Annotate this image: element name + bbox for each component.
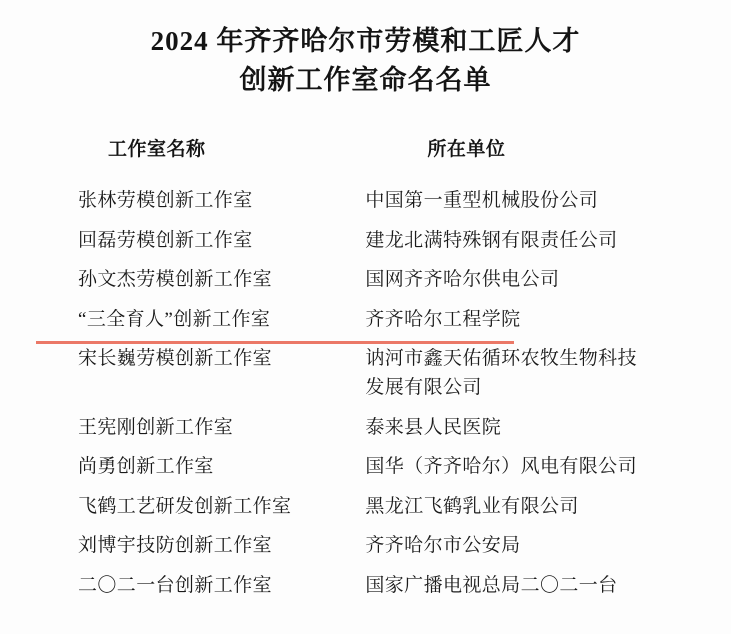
highlight-underline (36, 341, 514, 344)
table-row (78, 447, 681, 486)
cell-unit-line: 建龙北满特殊钢有限责任公司 (365, 229, 618, 251)
table-row (78, 566, 681, 605)
cell-workshop-name: 刘博宇技防创新工作室 (78, 535, 273, 557)
cell-unit-name (355, 260, 681, 299)
cell-unit-line: 国家广播电视总局二〇二一台 (365, 574, 618, 596)
cell-unit-line: 黑龙江飞鹤乳业有限公司 (365, 495, 579, 517)
cell-unit-line: 发展有限公司 (365, 377, 482, 399)
cell-unit-line: 中国第一重型机械股份公司 (365, 190, 599, 212)
table-row (78, 221, 681, 260)
table-row (78, 487, 681, 526)
cell-unit-name (355, 300, 681, 339)
column-header-workshop-name: 工作室名称 (108, 139, 206, 161)
cell-workshop-name: 尚勇创新工作室 (78, 456, 214, 478)
cell-workshop-name: 张林劳模创新工作室 (78, 190, 253, 212)
table-row (78, 526, 681, 565)
cell-workshop-name: 二〇二一台创新工作室 (78, 574, 273, 596)
cell-unit-name (355, 487, 681, 526)
table-row (78, 181, 681, 220)
table-row (78, 300, 681, 339)
table-header-row (78, 134, 681, 181)
table-body (78, 181, 681, 605)
cell-unit-name (355, 447, 681, 486)
cell-workshop-name: 孙文杰劳模创新工作室 (78, 269, 273, 291)
page-title-line-1: 2024 年齐齐哈尔市劳模和工匠人才 (150, 26, 581, 56)
cell-unit-name (355, 408, 681, 447)
cell-unit-line: 国网齐齐哈尔供电公司 (365, 269, 560, 291)
page-title (86, 22, 646, 100)
table-row (78, 260, 681, 299)
cell-workshop-name: 宋长巍劳模创新工作室 (78, 348, 273, 370)
cell-unit-line: 国华（齐齐哈尔）风电有限公司 (365, 456, 637, 478)
table-row (78, 408, 681, 447)
cell-unit-name (355, 221, 681, 260)
page-title-line-2: 创新工作室命名名单 (239, 65, 492, 96)
cell-unit-name (355, 526, 681, 565)
column-header-unit: 所在单位 (427, 139, 506, 161)
cell-unit-name (355, 566, 681, 605)
cell-workshop-name: “三全育人”创新工作室 (78, 308, 271, 330)
cell-unit-name (355, 181, 681, 220)
cell-workshop-name: 飞鹤工艺研发创新工作室 (78, 495, 292, 517)
cell-workshop-name: 王宪刚创新工作室 (78, 416, 234, 438)
workshop-table (78, 134, 681, 605)
cell-unit-line: 齐齐哈尔工程学院 (365, 308, 521, 330)
cell-unit-line: 讷河市鑫天佑循环农牧生物科技 (365, 348, 637, 370)
cell-unit-name (355, 339, 681, 408)
cell-workshop-name: 回磊劳模创新工作室 (78, 229, 253, 251)
cell-unit-line: 泰来县人民医院 (365, 416, 502, 438)
workshop-table-container (40, 134, 691, 605)
table-row (78, 339, 681, 408)
cell-unit-line: 齐齐哈尔市公安局 (365, 535, 521, 557)
